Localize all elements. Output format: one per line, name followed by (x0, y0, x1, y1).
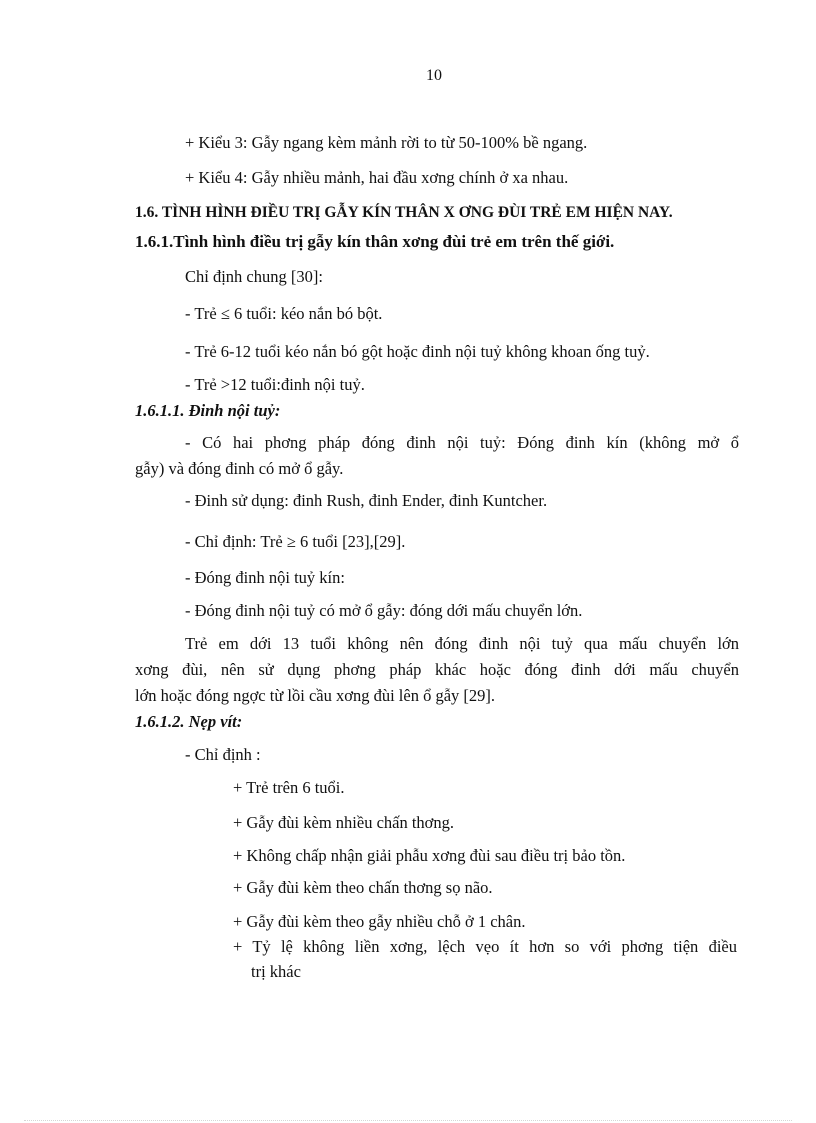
list-item-multiple-fractures: + Gẫy đùi kèm theo gẫy nhiều chỗ ở 1 chân. (233, 912, 526, 931)
list-item-nonunion-rate-line1: + Tỷ lệ không liền xơng, lệch vẹo ít hơn so với phơng tiện điều (233, 937, 737, 956)
subsection-heading-plate-screw: 1.6.1.2. Nẹp vít: (135, 712, 243, 731)
list-item-type-4: + Kiểu 4: Gẫy nhiều mảnh, hai đầu xơng chính ở xa nhau. (185, 168, 569, 187)
page-number: 10 (426, 67, 442, 84)
paragraph-general-indication: Chỉ định chung [30]: (185, 267, 323, 286)
page-bottom-divider (24, 1120, 792, 1121)
paragraph-children-under-13-line3: lớn hoặc đóng ngợc từ lồi cầu xơng đùi lên ổ gẫy [29]. (135, 686, 496, 705)
subsection-heading-intramedullary-nail: 1.6.1.1. Đinh nội tuỷ: (135, 401, 281, 420)
section-heading-1-6-1: 1.6.1.Tình hình điều trị gẫy kín thân xơng đùi trẻ em trên thế giới. (135, 232, 615, 251)
list-item-multiple-trauma: + Gẫy đùi kèm nhiều chấn thơng. (233, 813, 455, 832)
paragraph-children-under-13-line2: xơng đùi, nên sử dụng phơng pháp khác hoặc đóng đinh dới mấu chuyển (135, 660, 739, 679)
list-item-over-6: + Trẻ trên 6 tuổi. (233, 778, 345, 797)
section-heading-1-6: 1.6. TÌNH HÌNH ĐIỀU TRỊ GẪY KÍN THÂN X ƠNG ĐÙI TRẺ EM HIỆN NAY. (135, 204, 673, 221)
list-item-plate-indication: - Chỉ định : (185, 745, 261, 764)
list-item-nail-indication: - Chỉ định: Trẻ ≥ 6 tuổi [23],[29]. (185, 532, 406, 551)
list-item-under-6: - Trẻ ≤ 6 tuổi: kéo nắn bó bột. (185, 304, 383, 323)
list-item-nail-types: - Đinh sử dụng: đinh Rush, đinh Ender, đinh Kuntcher. (185, 491, 548, 510)
list-item-unacceptable-anatomy: + Không chấp nhận giải phẫu xơng đùi sau điều trị bảo tồn. (233, 846, 626, 865)
paragraph-children-under-13-line1: Trẻ em dới 13 tuổi không nên đóng đinh nội tuỷ qua mấu chuyển lớn (185, 634, 739, 653)
list-item-nonunion-rate-line2: trị khác (251, 962, 301, 981)
list-item-closed-nailing: - Đóng đinh nội tuỷ kín: (185, 568, 345, 587)
list-item-over-12: - Trẻ >12 tuổi:đinh nội tuỷ. (185, 375, 365, 394)
list-item-head-injury: + Gẫy đùi kèm theo chấn thơng sọ não. (233, 878, 493, 897)
list-item-open-nailing: - Đóng đinh nội tuỷ có mở ổ gẫy: đóng dới mấu chuyển lớn. (185, 601, 583, 620)
paragraph-two-methods-line1: - Có hai phơng pháp đóng đinh nội tuỷ: Đóng đinh kín (không mở ổ (185, 433, 739, 452)
list-item-6-to-12: - Trẻ 6-12 tuổi kéo nắn bó gột hoặc đinh nội tuỷ không khoan ống tuỷ. (185, 342, 650, 361)
paragraph-two-methods-line2: gẫy) và đóng đinh có mở ổ gẫy. (135, 459, 344, 478)
list-item-type-3: + Kiểu 3: Gẫy ngang kèm mảnh rời to từ 50-100% bề ngang. (185, 133, 588, 152)
